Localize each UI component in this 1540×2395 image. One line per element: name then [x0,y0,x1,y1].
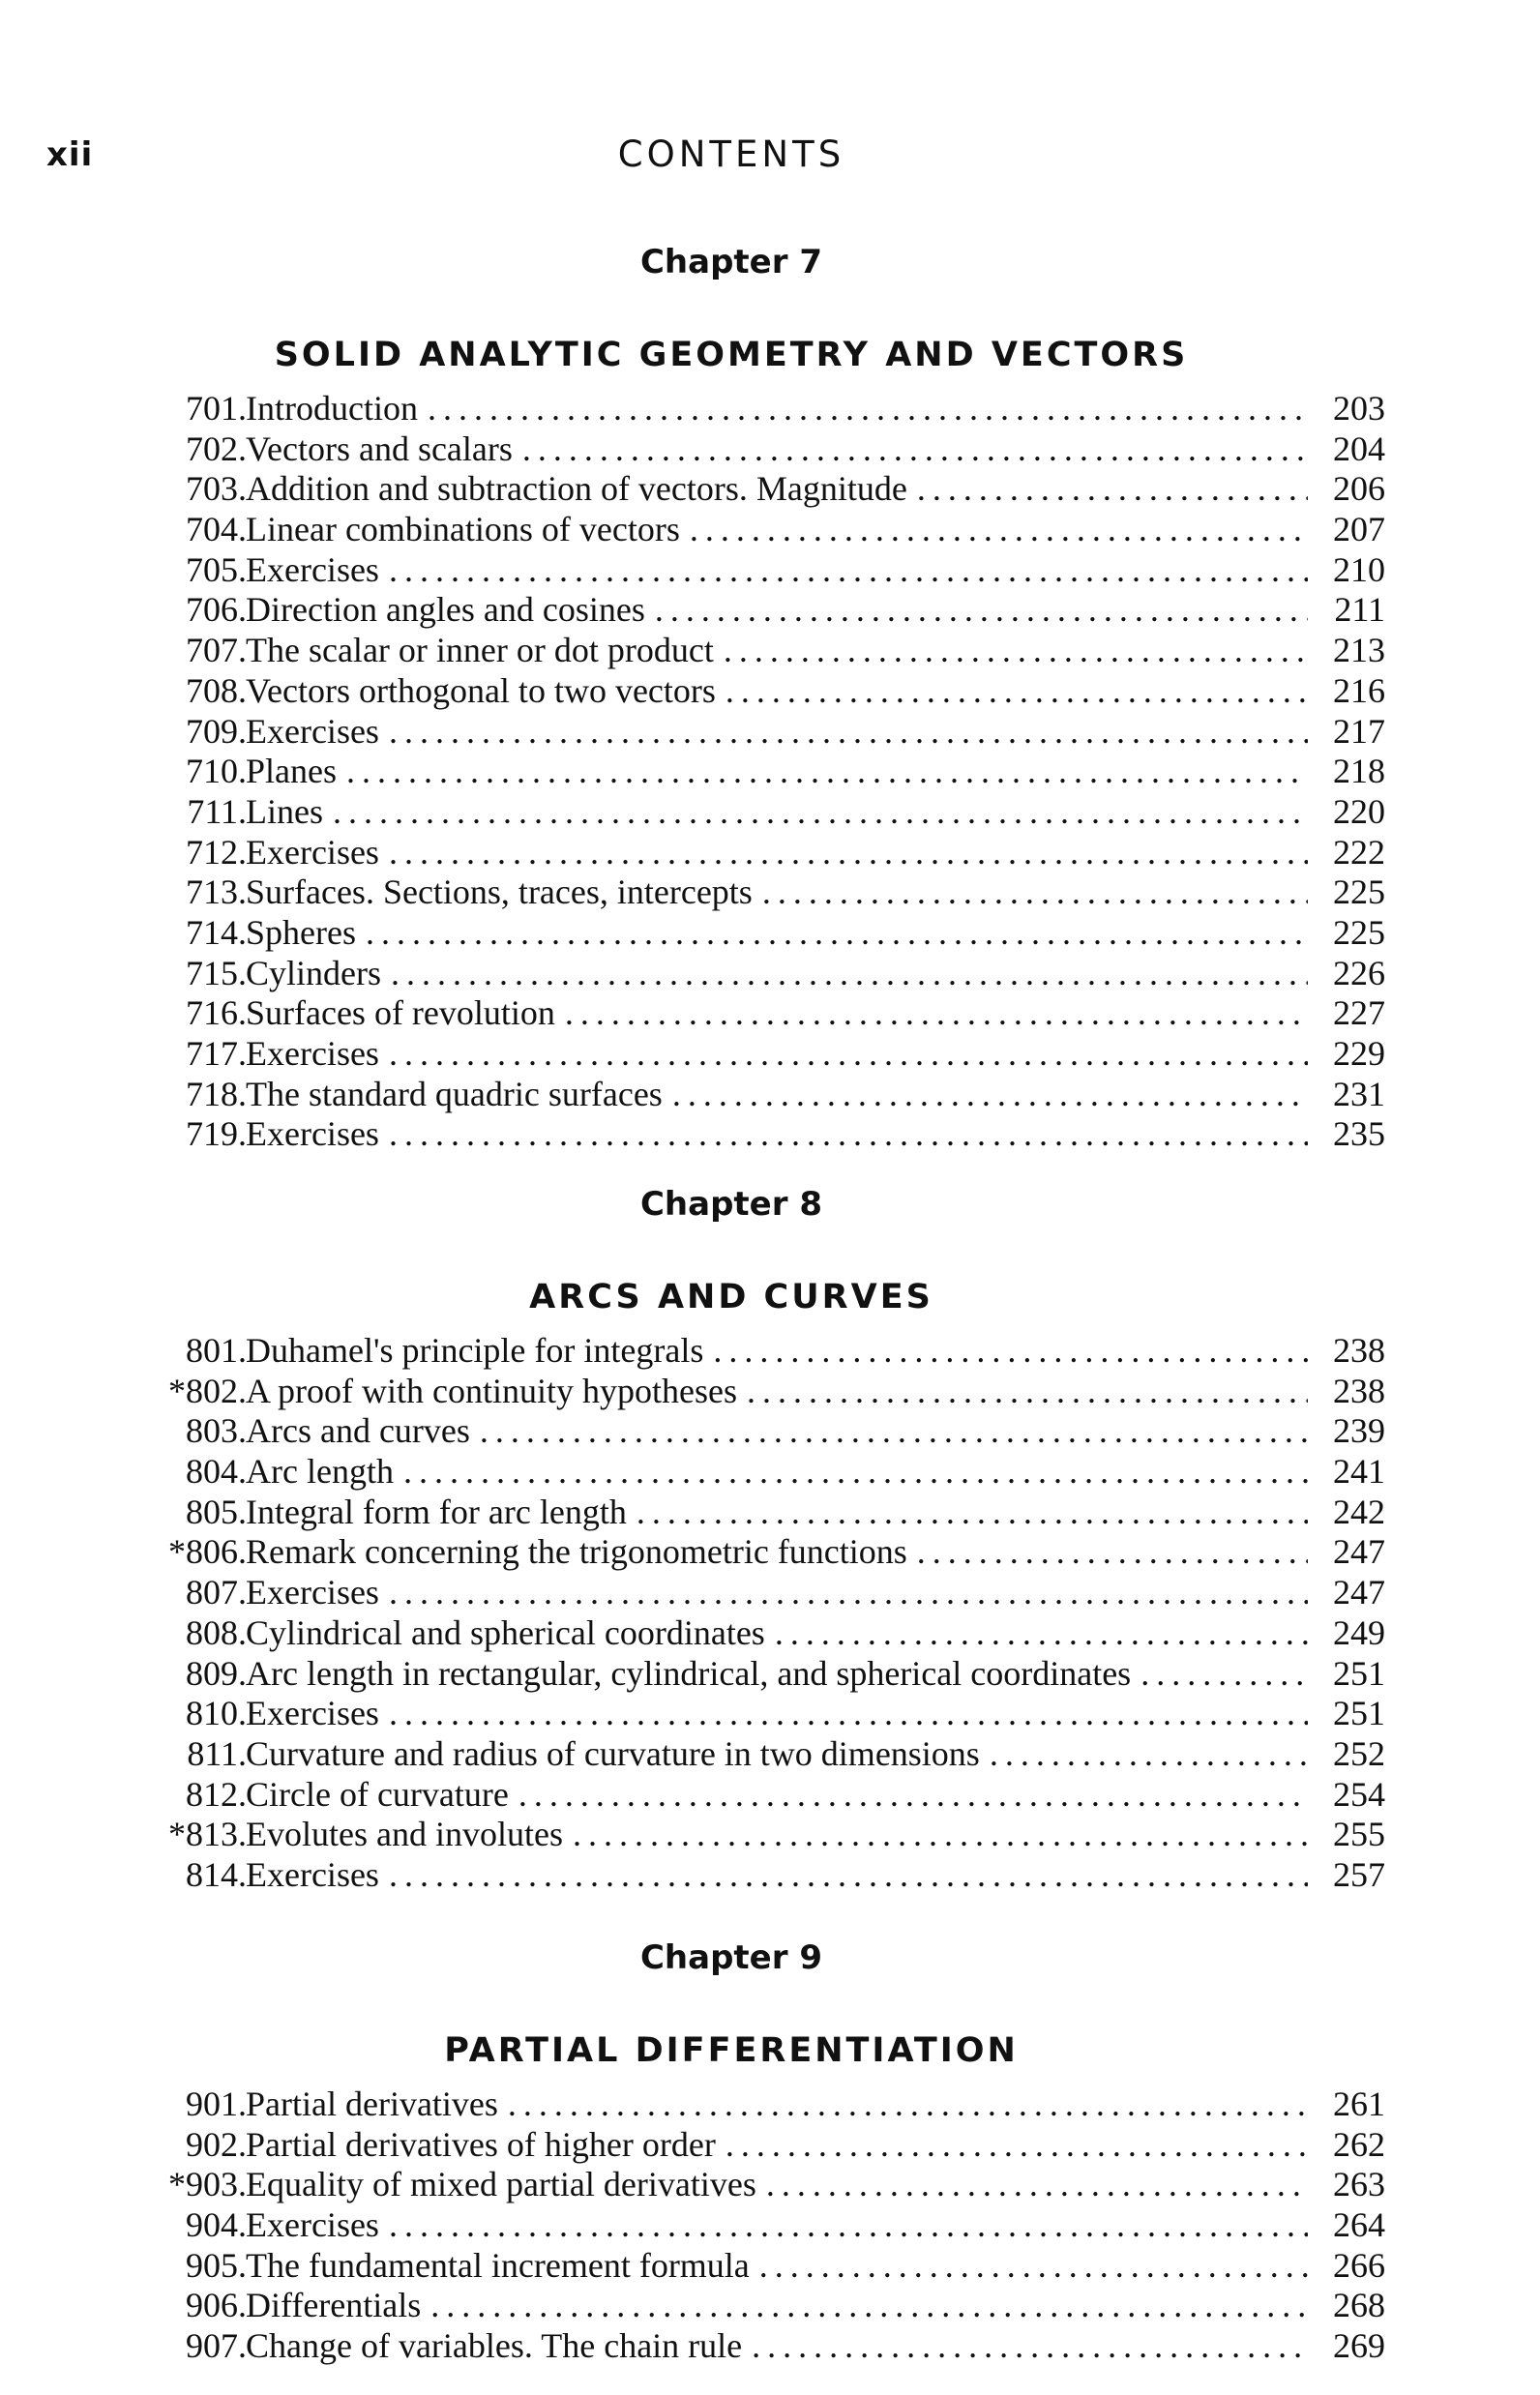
page-reference: 206 [1333,469,1385,509]
toc-entry [0,590,1463,631]
toc-entry [0,469,1463,510]
section-number: 719 [186,1114,238,1154]
page-reference: 251 [1333,1694,1385,1733]
section-number: *813 [168,1815,238,1854]
section-title: Duhamel's principle for integrals [246,1331,704,1370]
toc-entry [0,1075,1463,1115]
toc-entry [0,1411,1463,1452]
toc-entry [0,1331,1463,1372]
section-title: Surfaces. Sections, traces, intercepts [246,872,753,912]
toc-entry [0,1815,1463,1855]
section-number: 906 [186,2286,238,2325]
toc-entry [0,2125,1463,2166]
page-reference: 216 [1333,670,1385,710]
chapter-label: Chapter 8 [639,1185,822,1224]
toc-entry [0,2286,1463,2326]
toc-entry [0,1114,1463,1155]
section-title: Differentials [246,2286,422,2325]
toc-entry [0,2326,1463,2367]
dot-leader [917,1532,1308,1573]
number-period: . [238,1371,247,1410]
toc-entry [0,1654,1463,1695]
dot-leader [990,1734,1308,1775]
number-period: . [238,2286,247,2325]
dot-leader [518,1775,1308,1816]
chapter-title: PARTIAL DIFFERENTIATION [444,2031,1019,2070]
number-period: . [238,510,247,549]
dot-leader [333,792,1308,833]
section-title: Exercises [246,549,379,589]
number-period: . [238,1733,247,1773]
number-period: . [238,469,247,509]
section-number: 808 [186,1612,238,1652]
section-number: 805 [186,1492,238,1531]
section-title: Integral form for arc length [246,1492,627,1531]
section-title: The standard quadric surfaces [246,1074,663,1113]
section-title: The scalar or inner or dot product [246,631,714,670]
section-number: 907 [186,2326,238,2366]
section-title: Arc length in rectangular, cylindrical, and spherical coordinates [246,1653,1132,1693]
page-reference: 220 [1333,791,1385,831]
number-period: . [238,1815,247,1854]
dot-leader [747,1372,1308,1412]
page-reference: 203 [1333,389,1385,428]
section-number: 709 [186,711,238,751]
page-reference: 211 [1334,590,1385,630]
number-period: . [238,953,247,992]
number-period: . [238,1331,247,1370]
section-title: Arc length [246,1452,394,1492]
section-title: Exercises [246,2205,379,2245]
chapter-8-section [0,1174,1463,1896]
toc-list [0,2085,1463,2367]
page-reference: 238 [1333,1331,1385,1370]
section-number: 713 [186,872,238,912]
number-period: . [238,912,247,952]
page-reference: 222 [1333,832,1385,872]
section-title: Exercises [246,1573,379,1612]
section-number: 809 [186,1653,238,1693]
section-number: 705 [186,549,238,589]
toc-entry [0,1034,1463,1075]
toc-entry [0,2246,1463,2287]
page-reference: 255 [1333,1815,1385,1854]
toc-entry [0,1775,1463,1816]
page-reference: 268 [1333,2286,1385,2325]
number-period: . [238,711,247,751]
section-number: 904 [186,2205,238,2245]
dot-leader [752,2326,1308,2367]
dot-leader [759,2246,1308,2287]
section-title: Exercises [246,832,379,872]
number-period: . [238,1411,247,1451]
dot-leader [403,1452,1308,1493]
number-period: . [238,590,247,630]
section-number: 814 [186,1854,238,1894]
toc-entry [0,913,1463,954]
section-title: Vectors orthogonal to two vectors [246,670,716,710]
section-title: Partial derivatives [246,2085,498,2123]
page-reference: 257 [1333,1854,1385,1894]
section-number: 901 [186,2085,238,2123]
section-title: Cylinders [246,953,381,992]
page-reference: 227 [1333,993,1385,1033]
section-title: Exercises [246,1854,379,1894]
section-title: Spheres [246,912,356,952]
chapter-9-section [0,1928,1463,2367]
section-number: 801 [186,1331,238,1370]
toc-entry [0,993,1463,1034]
section-title: Evolutes and involutes [246,1815,563,1854]
toc-entry [0,792,1463,833]
toc-entry [0,872,1463,913]
section-number: 810 [186,1694,238,1733]
page-reference: 239 [1333,1411,1385,1451]
chapter-title: SOLID ANALYTIC GEOMETRY AND VECTORS [274,336,1189,374]
section-number: 804 [186,1452,238,1492]
section-title: Exercises [246,1694,379,1733]
number-period: . [238,631,247,670]
number-period: . [238,1532,247,1572]
page-reference: 225 [1333,912,1385,952]
number-period: . [238,2205,247,2245]
page-reference: 269 [1333,2326,1385,2366]
page-reference: 247 [1333,1573,1385,1612]
toc-entry [0,1734,1463,1775]
page-reference: 229 [1333,1034,1385,1073]
page-reference: 204 [1333,429,1385,468]
page-reference: 252 [1333,1733,1385,1773]
section-number: 715 [186,953,238,992]
chapter-7-section [0,232,1463,1155]
section-number: 706 [186,590,238,630]
section-title: Curvature and radius of curvature in two dimensions [246,1733,980,1773]
dot-leader [713,1331,1308,1372]
number-period: . [238,1074,247,1113]
dot-leader [775,1613,1308,1654]
toc-entry [0,631,1463,671]
toc-list [0,1331,1463,1896]
section-title: Surfaces of revolution [246,993,555,1033]
toc-entry [0,833,1463,873]
dot-leader [522,429,1308,470]
section-title: Circle of curvature [246,1774,509,1814]
number-period: . [238,389,247,428]
number-period: . [238,1114,247,1154]
number-period: . [238,429,247,468]
dot-leader [917,469,1308,510]
page-reference: 207 [1333,510,1385,549]
section-title: Exercises [246,711,379,751]
section-title: Linear combinations of vectors [246,510,680,549]
dot-leader [655,590,1308,631]
section-number: 703 [186,469,238,509]
section-title: Vectors and scalars [246,429,513,468]
dot-leader [389,712,1308,753]
section-number: 707 [186,631,238,670]
toc-entry [0,2085,1463,2125]
dot-leader [389,2205,1308,2246]
page-reference: 263 [1333,2165,1385,2204]
section-title: Introduction [246,389,418,428]
number-period: . [238,1492,247,1531]
toc-list [0,389,1463,1155]
page-reference: 226 [1333,953,1385,992]
section-number: 704 [186,510,238,549]
dot-leader [428,389,1308,429]
section-title: Addition and subtraction of vectors. Magnitude [246,469,907,509]
toc-entry [0,954,1463,994]
toc-entry [0,510,1463,550]
page-reference: 254 [1333,1774,1385,1814]
section-number: 711 [187,791,238,831]
section-number: 902 [186,2124,238,2164]
section-number: 811 [187,1733,238,1773]
section-title: Remark concerning the trigonometric functions [246,1532,907,1572]
dot-leader [637,1493,1308,1533]
toc-entry [0,429,1463,470]
number-period: . [238,549,247,589]
page-reference: 241 [1333,1452,1385,1492]
number-period: . [238,1854,247,1894]
page-reference: 262 [1333,2124,1385,2164]
section-number: 807 [186,1573,238,1612]
dot-leader [389,1694,1308,1734]
number-period: . [238,1452,247,1492]
section-title: Arcs and curves [246,1411,470,1451]
dot-leader [726,2125,1308,2166]
number-period: . [238,1774,247,1814]
dot-leader [389,1114,1308,1155]
section-number: 717 [186,1034,238,1073]
toc-entry [0,1372,1463,1412]
toc-entry [0,712,1463,753]
dot-leader [389,550,1308,591]
dot-leader [430,2286,1308,2326]
toc-entry [0,1855,1463,1896]
dot-leader [480,1411,1308,1452]
section-title: The fundamental increment formula [246,2245,750,2285]
section-number: *802 [168,1371,238,1410]
section-title: Lines [246,791,323,831]
section-number: 716 [186,993,238,1033]
toc-entry [0,389,1463,429]
dot-leader [389,1034,1308,1075]
dot-leader [573,1815,1308,1855]
dot-leader [366,913,1308,954]
dot-leader [672,1075,1308,1115]
running-head: CONTENTS [617,133,845,175]
section-title: Exercises [246,1114,379,1154]
section-number: *903 [168,2165,238,2204]
toc-entry [0,2165,1463,2205]
dot-leader [1140,1654,1308,1695]
chapter-title: ARCS AND CURVES [529,1278,933,1316]
number-period: . [238,752,247,791]
section-title: Change of variables. The chain rule [246,2326,743,2366]
section-number: 712 [186,832,238,872]
section-title: Planes [246,752,337,791]
toc-entry [0,752,1463,792]
toc-entry [0,1532,1463,1573]
dot-leader [690,510,1308,550]
page-reference: 231 [1333,1074,1385,1113]
dot-leader [762,872,1308,913]
toc-entry [0,550,1463,591]
number-period: . [238,2124,247,2164]
page-reference: 247 [1333,1532,1385,1572]
dot-leader [726,671,1308,712]
page-reference: 210 [1333,549,1385,589]
toc-entry [0,1573,1463,1613]
section-number: 701 [186,389,238,428]
section-number: 812 [186,1774,238,1814]
dot-leader [389,1855,1308,1896]
toc-entry [0,1694,1463,1734]
section-number: 710 [186,752,238,791]
page-reference: 217 [1333,711,1385,751]
page-reference: 249 [1333,1612,1385,1652]
page-reference: 251 [1333,1653,1385,1693]
number-period: . [238,1034,247,1073]
section-number: 905 [186,2245,238,2285]
section-title: Direction angles and cosines [246,590,645,630]
section-number: 803 [186,1411,238,1451]
page-reference: 218 [1333,752,1385,791]
number-period: . [238,1653,247,1693]
page-reference: 213 [1333,631,1385,670]
dot-leader [508,2085,1308,2125]
number-period: . [238,1694,247,1733]
page-reference: 238 [1333,1371,1385,1410]
section-number: 718 [186,1074,238,1113]
number-period: . [238,2245,247,2285]
page-reference: 261 [1333,2085,1385,2123]
number-period: . [238,670,247,710]
dot-leader [346,752,1308,792]
page-reference: 264 [1333,2205,1385,2245]
number-period: . [238,2165,247,2204]
toc-entry [0,1493,1463,1533]
dot-leader [766,2165,1308,2205]
section-title: Cylindrical and spherical coordinates [246,1612,765,1652]
number-period: . [238,791,247,831]
toc-entry [0,1452,1463,1493]
dot-leader [389,833,1308,873]
number-period: . [238,2326,247,2366]
page-reference: 266 [1333,2245,1385,2285]
section-title: Equality of mixed partial derivatives [246,2165,756,2204]
toc-entry [0,2205,1463,2246]
number-period: . [238,993,247,1033]
section-number: 702 [186,429,238,468]
page-reference: 242 [1333,1492,1385,1531]
number-period: . [238,1612,247,1652]
number-period: . [238,832,247,872]
page-reference: 235 [1333,1114,1385,1154]
number-period: . [238,872,247,912]
section-title: A proof with continuity hypotheses [246,1371,737,1410]
page-number: xii [46,135,94,174]
page-reference: 225 [1333,872,1385,912]
toc-entry [0,671,1463,712]
dot-leader [724,631,1308,671]
section-number: 714 [186,912,238,952]
number-period: . [238,1573,247,1612]
chapter-label: Chapter 7 [639,243,822,281]
dot-leader [389,1573,1308,1613]
number-period: . [238,2085,247,2123]
chapter-label: Chapter 9 [639,1938,822,1977]
dot-leader [391,954,1308,994]
toc-entry [0,1613,1463,1654]
section-title: Partial derivatives of higher order [246,2124,716,2164]
section-number: 708 [186,670,238,710]
section-title: Exercises [246,1034,379,1073]
section-number: *806 [168,1532,238,1572]
dot-leader [565,993,1308,1034]
